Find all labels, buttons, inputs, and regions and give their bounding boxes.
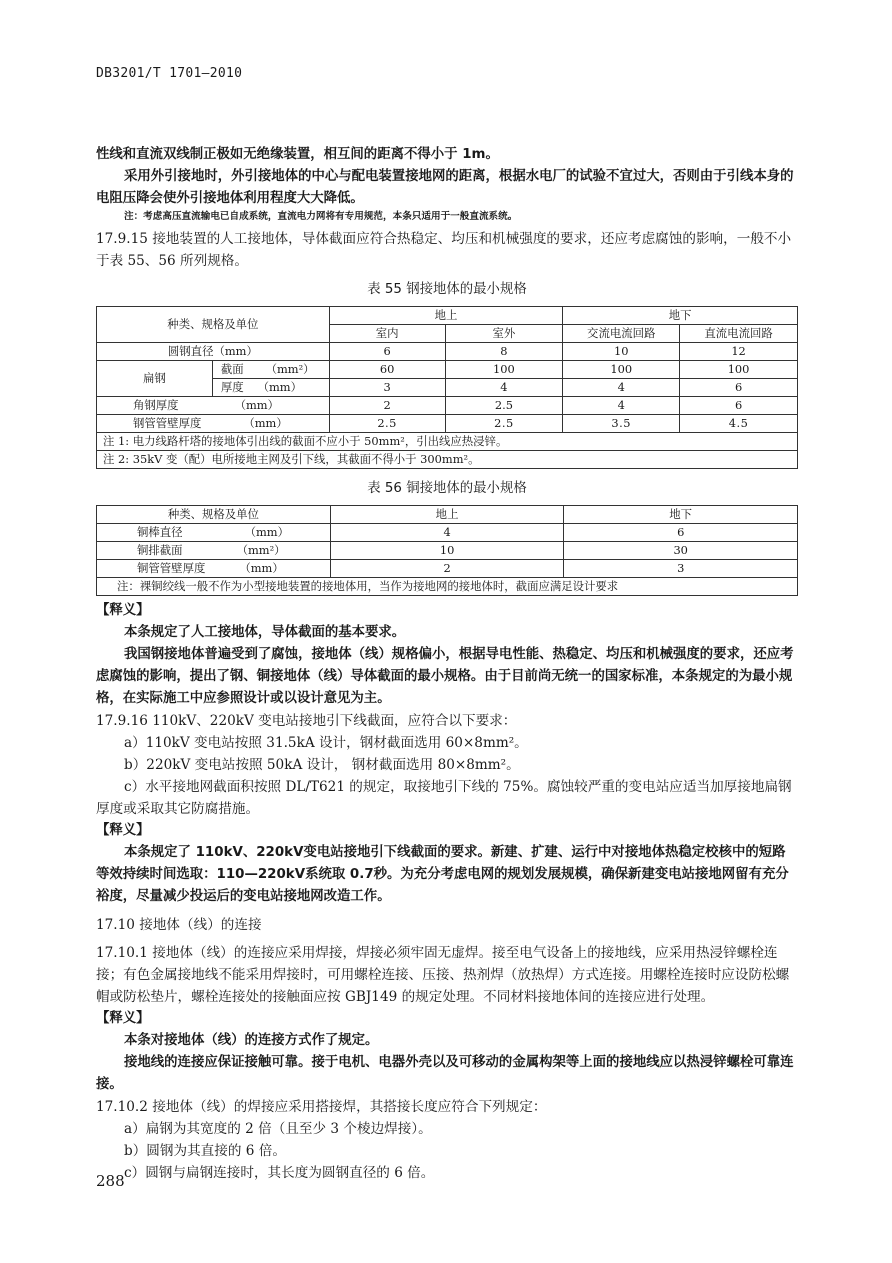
note: 注：考虑高压直流输电已自成系统，直流电力网将有专用规范，本条只适用于一般直流系统。 (124, 211, 518, 222)
table-cell: 30 (564, 542, 798, 560)
label-text: 铜排截面 (137, 543, 183, 557)
row-label (97, 542, 331, 560)
row-label (97, 397, 330, 415)
label-text: 钢管管壁厚度 (133, 416, 202, 430)
row-sublabel (212, 379, 329, 397)
table-cell: 4 (330, 524, 564, 542)
header-cell: 室外 (445, 325, 563, 343)
table-cell: 10 (330, 542, 564, 560)
list-item: c）水平接地网截面积按照 DL/T621 的规定，取接地引下线的 75%。腐蚀较严重的变电站应适当加厚接地扁钢厚度或采取其它防腐措施。 (96, 779, 792, 817)
clause-17-10-1: 17.10.1 接地体（线）的连接应采用焊接，焊接必须牢固无虚焊。接至电气设备上的接地线，应采用热浸锌螺栓连接；有色金属接地线不能采用焊接时，可用螺栓连接、压接、热剂焊（放热焊）方式连接。用螺栓连接时应设防松螺帽或防松垫片，螺栓连接处的接触面应按 GBJ149 的规定处理。不同材料接地体间的连接应进行处理。 (96, 945, 790, 1005)
interpretation-heading: 【释义】 (96, 603, 150, 618)
table-row (97, 397, 798, 415)
table-note: 注：裸铜绞线一般不作为小型接地装置的接地体用，当作为接地网的接地体时，截面应满足设计要求 (97, 578, 798, 596)
document-body (96, 144, 798, 1184)
table-cell: 8 (445, 343, 563, 361)
label-text: 铜管管壁厚度 (137, 561, 206, 575)
row-label (97, 415, 330, 433)
document-header: DB3201/T 1701—2010 (96, 66, 243, 81)
table-header-row (97, 506, 798, 524)
paragraph: 采用外引接地时，外引接地体的中心与配电装置接地网的距离，根据水电厂的试验不宜过大，否则由于引线本身的电阻压降会使外引接地体利用程度大大降低。 (96, 169, 794, 206)
table-note-row (97, 451, 798, 469)
paragraph: 接地线的连接应保证接触可靠。接于电机、电器外壳以及可移动的金属构架等上面的接地线应以热浸锌螺栓可靠连接。 (96, 1055, 794, 1092)
header-cell: 室内 (329, 325, 445, 343)
unit-text: （mm²） (265, 362, 315, 376)
table-row (97, 524, 798, 542)
table-row (97, 343, 798, 361)
table-56-caption: 表 56 铜接地体的最小规格 (367, 481, 527, 496)
table-cell: 60 (329, 361, 445, 379)
table-cell: 12 (680, 343, 798, 361)
table-cell: 6 (564, 524, 798, 542)
table-cell: 100 (680, 361, 798, 379)
table-row (97, 415, 798, 433)
unit-text: （mm） (243, 416, 288, 430)
table-cell: 4.5 (680, 415, 798, 433)
clause-17-9-16: 17.9.16 110kV、220kV 变电站接地引下线截面，应符合以下要求： (96, 713, 517, 729)
table-cell: 4 (563, 379, 680, 397)
section-heading: 17.10 接地体（线）的连接 (96, 917, 262, 933)
table-cell: 3 (564, 560, 798, 578)
paragraph: 本条规定了 110kV、220kV变电站接地引下线截面的要求。新建、扩建、运行中对接地体热稳定校核中的短路等效持续时间选取：110—220kV系统取 0.7秒。为充分考虑电网的规划发展规模，确保新建变电站接地网留有充分裕度，尽量减少投运后的变电站接地网改造工作。 (96, 845, 789, 904)
table-56 (96, 505, 798, 596)
page-number: 288 (96, 1172, 125, 1190)
label-text: 角钢厚度 (133, 398, 179, 412)
label-text: 铜棒直径 (137, 525, 183, 539)
table-cell: 2.5 (445, 415, 563, 433)
row-label: 扁钢 (97, 361, 213, 397)
table-header-row (97, 307, 798, 325)
table-cell: 2 (329, 397, 445, 415)
row-label: 圆钢直径（mm） (97, 343, 330, 361)
table-row (97, 560, 798, 578)
table-cell: 6 (329, 343, 445, 361)
list-item: a）扁钢为其宽度的 2 倍（且至少 3 个棱边焊接）。 (124, 1121, 432, 1137)
table-note: 注 1: 电力线路杆塔的接地体引出线的截面不应小于 50mm²，引出线应热浸锌。 (97, 433, 798, 451)
table-cell: 4 (563, 397, 680, 415)
table-cell: 6 (680, 397, 798, 415)
header-cell: 地上 (329, 307, 563, 325)
unit-text: （mm） (257, 380, 302, 394)
interpretation-heading: 【释义】 (96, 823, 150, 838)
list-item: a）110kV 变电站按照 31.5kA 设计，钢材截面选用 60×8mm²。 (124, 735, 528, 751)
header-cell: 直流电流回路 (680, 325, 798, 343)
sublabel-text: 厚度 (220, 380, 244, 394)
table-cell: 3.5 (563, 415, 680, 433)
table-cell: 4 (445, 379, 563, 397)
table-row (97, 361, 798, 379)
table-note-row (97, 433, 798, 451)
sublabel-text: 截面 (220, 362, 244, 376)
paragraph: 我国钢接地体普遍受到了腐蚀，接地体（线）规格偏小，根据导电性能、热稳定、均压和机械强度的要求，还应考虑腐蚀的影响，提出了钢、铜接地体（线）导体截面的最小规格。由于目前尚无统一的国家标准，本条规定的为最小规格，在实际施工中应参照设计或以设计意见为主。 (96, 647, 794, 706)
paragraph: 本条规定了人工接地体，导体截面的基本要求。 (124, 625, 406, 640)
list-item: b）圆钢为其直接的 6 倍。 (124, 1143, 286, 1159)
unit-text: （mm） (234, 398, 279, 412)
list-item: c）圆钢与扁钢连接时，其长度为圆钢直径的 6 倍。 (124, 1165, 435, 1181)
header-cell: 交流电流回路 (563, 325, 680, 343)
row-label (97, 524, 331, 542)
header-cell: 地上 (330, 506, 564, 524)
clause-17-9-15: 17.9.15 接地装置的人工接地体，导体截面应符合热稳定、均压和机械强度的要求，还应考虑腐蚀的影响，一般不小于表 55、56 所列规格。 (96, 231, 792, 269)
table-55-caption: 表 55 钢接地体的最小规格 (367, 282, 527, 297)
table-cell: 3 (329, 379, 445, 397)
header-cell: 种类、规格及单位 (97, 506, 331, 524)
table-cell: 100 (563, 361, 680, 379)
table-cell: 100 (445, 361, 563, 379)
table-note: 注 2: 35kV 变（配）电所接地主网及引下线，其截面不得小于 300mm²。 (97, 451, 798, 469)
list-item: b）220kV 变电站按照 50kA 设计， 钢材截面选用 80×8mm²。 (124, 757, 520, 773)
table-cell: 2 (330, 560, 564, 578)
unit-text: （mm） (239, 561, 284, 575)
unit-text: （mm） (244, 525, 289, 539)
unit-text: （mm²） (236, 543, 286, 557)
paragraph: 本条对接地体（线）的连接方式作了规定。 (124, 1033, 379, 1048)
table-note-row (97, 578, 798, 596)
table-cell: 10 (563, 343, 680, 361)
table-cell: 2.5 (329, 415, 445, 433)
header-cell: 种类、规格及单位 (97, 307, 330, 343)
row-label (97, 560, 331, 578)
interpretation-heading: 【释义】 (96, 1011, 150, 1026)
paragraph: 性线和直流双线制正极如无绝缘装置，相互间的距离不得小于 1m。 (96, 147, 499, 162)
table-cell: 2.5 (445, 397, 563, 415)
table-row (97, 542, 798, 560)
row-sublabel (212, 361, 329, 379)
header-cell: 地下 (564, 506, 798, 524)
clause-17-10-2: 17.10.2 接地体（线）的焊接应采用搭接焊，其搭接长度应符合下列规定： (96, 1099, 547, 1115)
table-cell: 6 (680, 379, 798, 397)
header-cell: 地下 (563, 307, 798, 325)
table-55 (96, 306, 798, 469)
